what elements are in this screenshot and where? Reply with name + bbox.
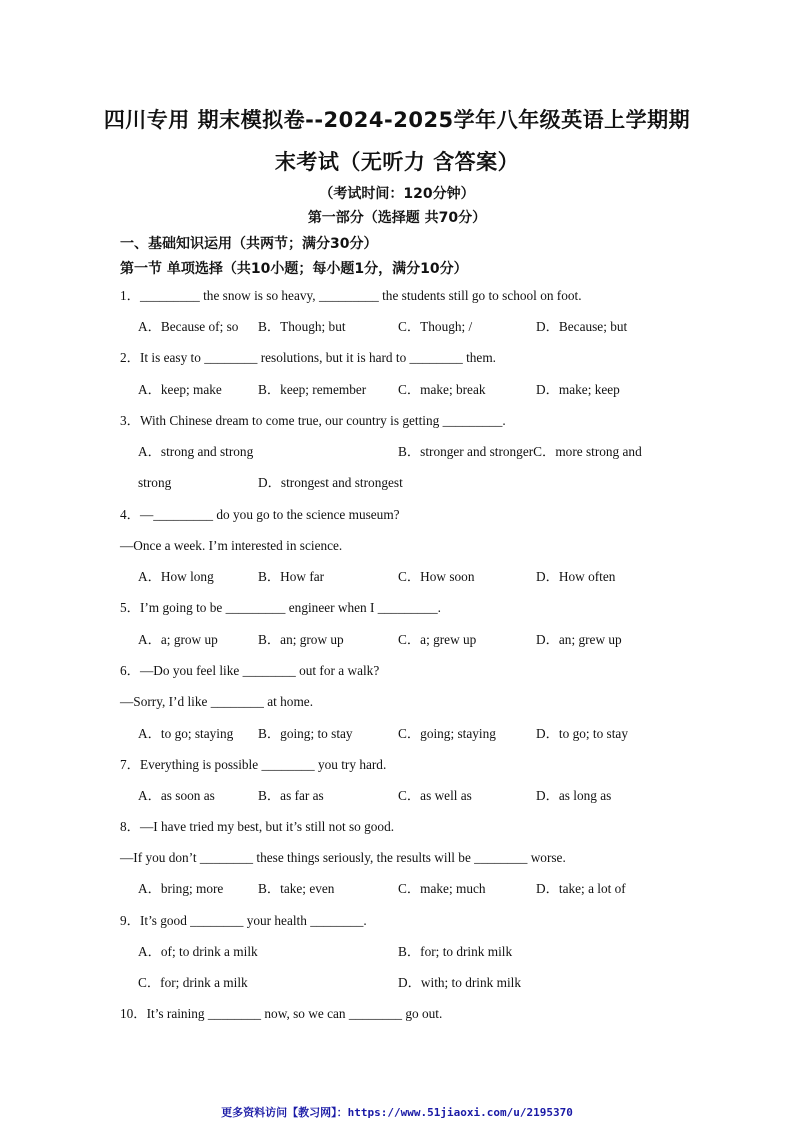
question-stem: 2．It is easy to ________ resolutions, but it is hard to ________ them. bbox=[120, 350, 496, 365]
option-b: B．for; to drink milk bbox=[398, 944, 513, 959]
exam-time: （考试时间：120分钟） bbox=[319, 186, 475, 202]
option-c: C．as well as bbox=[398, 788, 472, 803]
question-stem: 3．With Chinese dream to come true, our country is getting _________. bbox=[120, 413, 506, 428]
question-stem: 5．I’m going to be _________ engineer when I _________. bbox=[120, 600, 441, 615]
option-a: A．bring; more bbox=[138, 881, 224, 896]
option-a: A．Because of; so bbox=[138, 319, 239, 334]
question-stem: 10．It’s raining ________ now, so we can ________ go out. bbox=[120, 1006, 443, 1021]
option-d: D．to go; to stay bbox=[536, 726, 628, 741]
option-c: C．going; staying bbox=[398, 726, 496, 741]
option-c: C．Though; / bbox=[398, 319, 473, 334]
exam-title-line2: 末考试（无听力 含答案） bbox=[274, 150, 520, 174]
option-d: D．take; a lot of bbox=[536, 881, 626, 896]
option-b-c: B．stronger and strongerC．more strong and bbox=[398, 444, 642, 459]
option-b: B．an; grow up bbox=[258, 632, 344, 647]
question-stem: 6．—Do you feel like ________ out for a walk? bbox=[120, 663, 380, 678]
dialogue-reply: —Sorry, I’d like ________ at home. bbox=[120, 694, 314, 709]
exam-title-line1: 四川专用 期末模拟卷--2024-2025学年八年级英语上学期期 bbox=[103, 108, 691, 132]
option-continuation: strong bbox=[138, 475, 172, 490]
question-stem: 9．It’s good ________ your health ________. bbox=[120, 913, 367, 928]
question-stem: 4．—_________ do you go to the science museum? bbox=[120, 507, 400, 522]
option-d: D．with; to drink milk bbox=[398, 975, 521, 990]
dialogue-reply: —If you don’t ________ these things seriously, the results will be ________ worse. bbox=[120, 850, 566, 865]
option-d: D．as long as bbox=[536, 788, 612, 803]
part-heading: 第一部分（选择题 共70分） bbox=[307, 210, 487, 226]
option-b: B．How far bbox=[258, 569, 325, 584]
option-a: A．How long bbox=[138, 569, 214, 584]
option-c: C．How soon bbox=[398, 569, 475, 584]
footer-link[interactable]: 更多资料访问【教习网】：https://www.51jiaoxi.com/u/2195370 bbox=[221, 1106, 573, 1119]
section-heading: 一、基础知识运用（共两节；满分30分） bbox=[120, 236, 378, 252]
option-a: A．strong and strong bbox=[138, 444, 254, 459]
option-b: B．take; even bbox=[258, 881, 335, 896]
option-c: C．a; grew up bbox=[398, 632, 477, 647]
option-c: C．make; much bbox=[398, 881, 486, 896]
option-a: A．of; to drink a milk bbox=[138, 944, 258, 959]
option-a: A．a; grow up bbox=[138, 632, 218, 647]
subsection-heading: 第一节 单项选择（共10小题；每小题1分，满分10分） bbox=[120, 261, 468, 277]
option-d: D．strongest and strongest bbox=[258, 475, 403, 490]
option-a: A．to go; staying bbox=[138, 726, 234, 741]
question-stem: 8．—I have tried my best, but it’s still not so good. bbox=[120, 819, 395, 834]
question-stem: 1．_________ the snow is so heavy, _________ the students still go to school on foot. bbox=[120, 288, 582, 303]
dialogue-reply: —Once a week. I’m interested in science. bbox=[120, 538, 343, 553]
option-d: D．make; keep bbox=[536, 382, 620, 397]
option-b: B．as far as bbox=[258, 788, 324, 803]
option-d: D．an; grew up bbox=[536, 632, 622, 647]
option-d: D．How often bbox=[536, 569, 616, 584]
option-b: B．keep; remember bbox=[258, 382, 367, 397]
option-c: C．make; break bbox=[398, 382, 486, 397]
option-b: B．Though; but bbox=[258, 319, 346, 334]
option-c: C．for; drink a milk bbox=[138, 975, 248, 990]
option-b: B．going; to stay bbox=[258, 726, 353, 741]
option-a: A．keep; make bbox=[138, 382, 222, 397]
option-a: A．as soon as bbox=[138, 788, 215, 803]
question-stem: 7．Everything is possible ________ you try hard. bbox=[120, 757, 387, 772]
option-d: D．Because; but bbox=[536, 319, 628, 334]
